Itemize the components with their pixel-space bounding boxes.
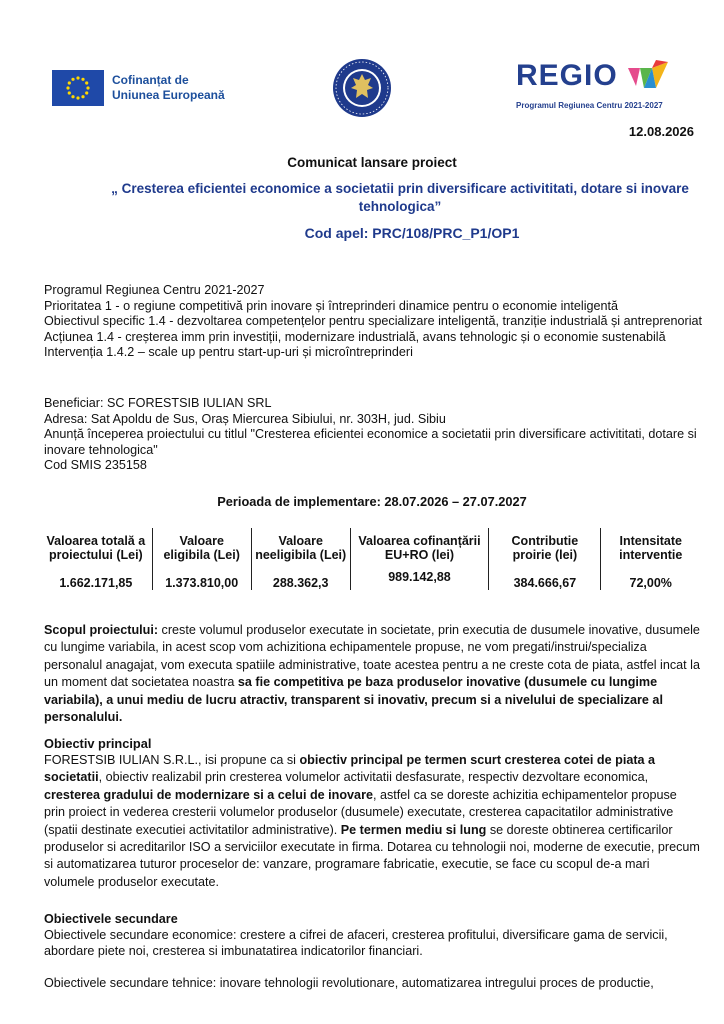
scop-paragraph	[44, 622, 700, 726]
announcement-line: Anunță începerea proiectului cu titlul "Cresterea eficientei economice a societatii prin diversificare activititati, dotare si inovare tehnologica"	[44, 427, 697, 457]
page-title: Comunicat lansare proiect	[287, 155, 457, 170]
table-cell: 72,00%	[601, 566, 700, 590]
eu-logo	[52, 70, 225, 106]
eu-logo-text	[112, 73, 225, 103]
obiectiv-bold: Pe termen mediu si lung	[340, 822, 487, 837]
priority-line: Prioritatea 1 - o regiune competitivă prin inovare și întreprinderi dinamice pentru o economie inteligentă	[44, 298, 619, 313]
action-line: Acțiunea 1.4 - creșterea imm prin investiții, modernizare industrială, avans tehnologic și o economie sustenabilă	[44, 329, 666, 344]
beneficiar-info	[44, 396, 704, 474]
regio-logo	[516, 60, 670, 110]
obiectiv-bold: cresterea gradului de modernizare si a celui de inovare	[44, 787, 373, 802]
table-cell: 384.666,67	[489, 566, 601, 590]
intervention-line: Intervenția 1.4.2 – scale up pentru start-up-uri și microîntreprinderi	[44, 345, 413, 359]
table-header: Valoare neeligibila (Lei)	[251, 528, 350, 566]
scop-label: Scopul proiectului:	[44, 623, 159, 637]
project-title: „ Cresterea eficientei economice a societatii prin diversificare activititati, dotare si inovare tehnologica”	[111, 181, 689, 214]
obiectiv-text: se doreste obtinerea certificarilor produselor si acreditarilor ISO a serviciilor executate in firma. Dotarea cu tehnologii noi, moderne de executie, precum si automatizarea tuturor proceselor de: vanzare, programare fabricatie, executie, se face cu scopul de-a mari volumele produselor executate.	[44, 822, 700, 889]
program-info	[44, 283, 704, 361]
secundare-economice: Obiectivele secundare economice: crestere a cifrei de afaceri, cresterea profitului, diversificare gama de servicii, abordare piete noi, cresterea si imbunatatirea indicatorilor financiari.	[44, 928, 668, 958]
smis-code: Cod SMIS 235158	[44, 458, 147, 472]
obiectiv-text: FORESTSIB IULIAN S.R.L., isi propune ca si	[44, 753, 300, 767]
table-cell: 1.662.171,85	[59, 576, 133, 590]
table-header: Valoare eligibila (Lei)	[152, 528, 251, 566]
regio-wordmark: REGIO	[516, 59, 618, 92]
obiectiv-heading: Obiectiv principal	[44, 736, 152, 751]
secundare-section	[44, 911, 700, 991]
obiectiv-text: , astfel ca se doreste achizitia echipamentelor propuse prin proiect in vederea cresterii volumelor produselor (dusumele) executate, cresterea capacitatilor administrative (spatii destinate executiei activitatilor administrative).	[44, 787, 677, 837]
financial-table	[40, 528, 700, 590]
obiectiv-paragraph	[44, 752, 700, 891]
cod-apel: Cod apel: PRC/108/PRC_P1/OP1	[304, 225, 520, 241]
obiectiv-section	[44, 736, 700, 891]
table-row	[40, 566, 700, 590]
eu-flag-icon	[52, 70, 104, 106]
table-header: Contributie proirie (lei)	[489, 528, 601, 566]
regio-triangle-icon	[626, 60, 670, 97]
table-header-row	[40, 528, 700, 566]
objective-line: Obiectivul specific 1.4 - dezvoltarea competențelor pentru specializare inteligentă, tranziție industrială și antreprenoriat	[44, 314, 703, 328]
beneficiar-line: Beneficiar: SC FORESTSIB IULIAN SRL	[44, 396, 272, 410]
secundare-tehnice: Obiectivele secundare tehnice: inovare tehnologii revolutionare, automatizarea intregului proces de productie,	[44, 976, 654, 990]
romanian-government-seal-icon	[332, 58, 392, 118]
table-header: Intensitate interventie	[601, 528, 700, 566]
implementation-period: Perioada de implementare: 28.07.2026 – 27.07.2027	[217, 494, 527, 509]
eu-text-line2: Uniunea Europeană	[112, 88, 225, 102]
table-header: Valoarea cofinanțării EU+RO (lei)	[350, 528, 489, 566]
document-date: 12.08.2026	[628, 124, 694, 139]
scop-text: creste volumul produselor executate in societate, prin executia de dusumele inovative, dusumele cu lungime variabila, in acest scop vom achizitiona echipamentele propuse, ne vom pregati/instrui/specializa personalul anagajat, vom executa spatiile administrative, toate acestea pentru a ne creste cota de piata, astfel incat la un moment dat societatea noastra	[44, 623, 700, 690]
scop-bold-end: sa fie competitiva pe baza produselor inovative (dusumele cu lungime variabila), a unui mediu de lucru atractiv, transparent si inovativ, precum si a nivelului de specializare al personalului.	[44, 675, 663, 725]
table-header: Valoarea totală a proiectului (Lei)	[46, 534, 146, 562]
regio-subtitle: Programul Regiunea Centru 2021-2027	[516, 101, 663, 110]
address-line: Adresa: Sat Apoldu de Sus, Oraș Miercurea Sibiului, nr. 303H, jud. Sibiu	[44, 411, 446, 426]
secundare-heading: Obiectivele secundare	[44, 912, 178, 926]
table-cell: 989.142,88	[350, 566, 489, 590]
obiectiv-bold: obiectiv principal pe termen scurt cresterea cotei de piata a societatii	[44, 753, 656, 785]
obiectiv-text: , obiectiv realizabil prin cresterea volumelor activitatii desfasurate, respectiv dezvoltare economica,	[98, 770, 649, 785]
program-line: Programul Regiunea Centru 2021-2027	[44, 283, 265, 297]
table-cell: 1.373.810,00	[152, 566, 251, 590]
table-cell: 288.362,3	[251, 566, 350, 590]
eu-text-line1: Cofinanțat de	[112, 73, 189, 87]
